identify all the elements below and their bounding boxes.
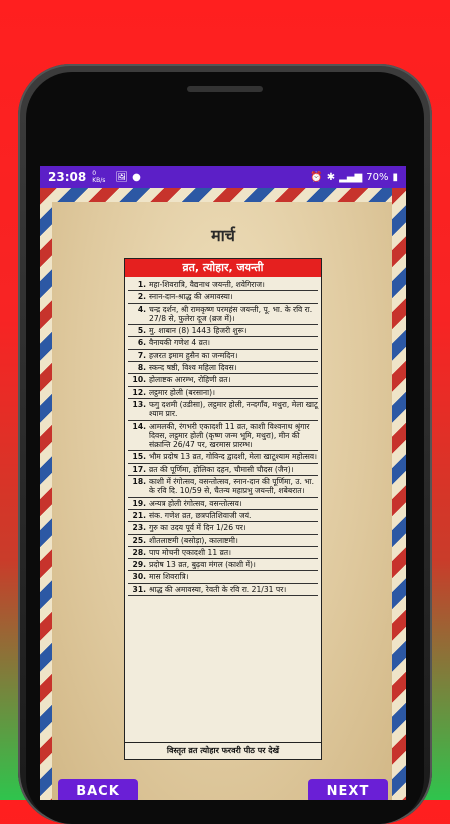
- festival-item: [128, 387, 318, 399]
- festival-item: [128, 571, 318, 583]
- festival-item: [128, 362, 318, 374]
- festival-item-text: होलाष्टक आरम्भ, रोहिणी व्रत।: [149, 375, 231, 385]
- festival-item: [128, 421, 318, 452]
- festival-item-text: वैनायकी गणेश 4 व्रत।: [149, 338, 211, 348]
- festival-item-number: 29.: [132, 560, 146, 570]
- festival-item-number: 25.: [132, 535, 146, 545]
- festival-item-text: प्रदोष 13 व्रत, बुढ़वा मंगल (काशी में)।: [149, 560, 256, 570]
- festival-item-text: मास शिवरात्रि।: [149, 572, 189, 582]
- status-net-speed: 0 KB/s: [92, 170, 106, 184]
- battery-text: 70%: [366, 171, 389, 183]
- alarm-icon: ⏰: [310, 171, 323, 183]
- festival-item-number: 28.: [132, 547, 146, 557]
- status-bar: [40, 166, 406, 188]
- festival-list-title: व्रत, त्योहार, जयन्ती: [125, 259, 321, 277]
- festival-item-number: 21.: [132, 510, 146, 520]
- festival-item: [128, 337, 318, 349]
- festival-item: [128, 464, 318, 476]
- festival-item-number: 30.: [132, 572, 146, 582]
- festival-item-text: काशी में रंगोत्सव, वसन्तोत्सव, स्नान-दान की पूर्णिमा, उ. भा. के रवि दि. 10/59 से, चैतन्य महाप्रभु जयन्ती, शबेबरात।: [149, 477, 315, 496]
- festival-list-footer: विस्तृत व्रत त्योहार फरवरी पीठ पर देखें: [125, 742, 321, 759]
- calendar-page[interactable]: [40, 188, 406, 800]
- festival-item-number: 1.: [137, 280, 146, 289]
- festival-item-number: 10.: [132, 375, 146, 385]
- festival-item-number: 18.: [132, 477, 146, 487]
- festival-item-text: फगु दशमी (उडीसा), लट्ठमार होली, नन्दगाँव, मथुरा, मेला खाटू श्याम प्रार.: [149, 399, 318, 419]
- next-button[interactable]: NEXT: [308, 779, 388, 800]
- festival-item-number: 8.: [137, 363, 146, 373]
- festival-item: [128, 325, 318, 337]
- festival-item-number: 5.: [137, 326, 146, 336]
- festival-item-text: भौम प्रदोष 13 व्रत, गोविन्द द्वादशी, मेला खाटूश्याम महोत्सव।: [149, 452, 317, 462]
- phone-speaker: [187, 86, 263, 92]
- festival-item-text: लट्ठमार होली (बरसाना)।: [149, 387, 215, 397]
- festival-item-text: महा-शिवरात्रि, वैद्यनाथ जयन्ती, शवेगिराज।: [149, 280, 265, 289]
- festival-item-number: 13.: [132, 399, 146, 409]
- festival-item-text: मु. शाबान (8) 1443 हिजरी शुरू।: [149, 326, 247, 336]
- festival-item-text: गुरु का उदय पूर्व में दिन 1/26 पर।: [149, 523, 246, 533]
- festival-item: [128, 476, 318, 498]
- festival-item: [128, 399, 318, 421]
- festival-item: [128, 374, 318, 386]
- status-time: 23:08: [48, 170, 87, 184]
- airmail-border-right: [392, 188, 406, 800]
- festival-item-text: व्रत की पूर्णिमा, होलिका दहन, चौमासी चौदस (जैन)।: [149, 464, 294, 474]
- festival-item-number: 15.: [132, 452, 146, 462]
- festival-item-number: 12.: [132, 387, 146, 397]
- battery-icon: ▮: [392, 171, 398, 183]
- festival-item-text: अन्यत्र होली रंगोत्सव, वसन्तोत्सव।: [149, 498, 242, 508]
- festival-item: [128, 584, 318, 596]
- festival-item-number: 17.: [132, 464, 146, 474]
- app-screen: [40, 166, 406, 800]
- festival-item-number: 2.: [137, 292, 146, 302]
- festival-item-number: 7.: [137, 350, 146, 360]
- bluetooth-icon: ✱: [326, 171, 336, 183]
- festival-item-text: शीतलाष्टमी (बसोड़ा), कालाष्टमी।: [149, 535, 238, 545]
- festival-item-number: 4.: [137, 304, 146, 314]
- festival-item-number: 14.: [132, 421, 146, 431]
- festival-item-text: श्राद्ध की अमावस्या, रेवती के रवि रा. 21/31 पर।: [149, 584, 287, 594]
- festival-items: [125, 277, 321, 596]
- festival-list: [124, 258, 322, 760]
- airmail-border-left: [40, 188, 52, 800]
- festival-item-text: हजरत इमाम हुसैन का जन्मदिन।: [149, 350, 238, 360]
- festival-item-text: चन्द्र दर्शन, श्री रामकृष्ण परमहंस जयन्ती, पू. भा. के रवि रा. 27/8 से, फुलेरा दूज (ब्रज में)।: [149, 304, 313, 323]
- festival-item: [128, 535, 318, 547]
- festival-item: [128, 291, 318, 303]
- festival-item-text: स्नान-दान-श्राद्ध की अमावस्या।: [149, 292, 233, 302]
- festival-item-number: 31.: [132, 584, 146, 594]
- festival-item: [128, 350, 318, 362]
- festival-item-text: पाप मोचनी एकादशी 11 व्रत।: [149, 547, 232, 557]
- festival-item-text: आमलकी, रंगभरी एकादशी 11 व्रत, काशी विश्वनाथ श्रृंगार दिवस, लट्ठमार होली (कृष्ण जन्म भूमि, मथुरा), मीन की संक्रान्ति 26/47 पर, खरमास प्रारम्भ।: [149, 421, 310, 450]
- festival-item-number: 23.: [132, 523, 146, 533]
- festival-item: [128, 451, 318, 463]
- festival-item: [128, 304, 318, 326]
- signal-icon: ▂▄▆: [339, 171, 363, 183]
- gallery-notification-icon: 🖼: [115, 171, 129, 183]
- festival-item: [128, 498, 318, 510]
- airmail-border-top: [40, 188, 406, 202]
- festival-item-number: 19.: [132, 498, 146, 508]
- festival-item: [128, 279, 318, 291]
- festival-item: [128, 547, 318, 559]
- festival-item-number: 6.: [137, 338, 146, 348]
- festival-item: [128, 510, 318, 522]
- festival-item: [128, 559, 318, 571]
- back-button[interactable]: BACK: [58, 779, 138, 800]
- festival-item-text: संक. गणेश व्रत, छत्रपतिशिवाजी जयं.: [149, 510, 252, 520]
- app-notification-icon: ●: [132, 171, 141, 183]
- festival-item-text: स्कन्द षष्ठी, विश्व महिला दिवस।: [149, 363, 237, 373]
- festival-item: [128, 522, 318, 534]
- month-title: मार्च: [211, 226, 235, 245]
